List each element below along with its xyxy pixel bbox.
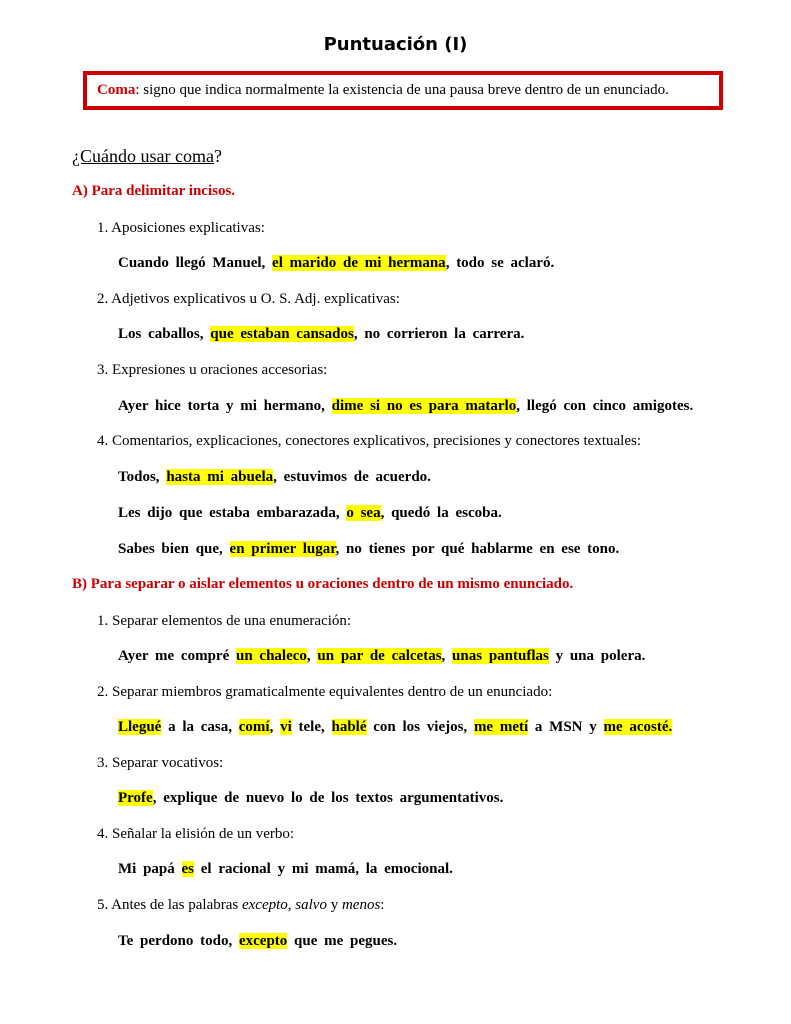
example-highlight: vi xyxy=(280,719,292,735)
example-text: que me pegues. xyxy=(287,933,398,949)
example-text: , xyxy=(269,719,281,735)
example-text: , explique de nuevo lo de los textos argumentativos. xyxy=(152,790,504,806)
example-text: con los viejos, xyxy=(366,719,474,735)
example-highlight: comí xyxy=(238,719,270,735)
example-text: , xyxy=(306,648,318,664)
question-text: ¿Cuándo usar coma xyxy=(72,146,214,166)
example-highlight: un chaleco xyxy=(235,648,307,664)
b-item-3: 3. Separar vocativos: xyxy=(97,755,224,771)
section-a-heading: A) Para delimitar incisos. xyxy=(72,183,236,199)
example-highlight: Llegué xyxy=(118,719,162,735)
b-example-4 xyxy=(118,859,453,879)
example-text: , no corrieron la carrera. xyxy=(353,326,525,342)
example-highlight: excepto xyxy=(238,933,288,949)
b-item-5 xyxy=(97,895,384,915)
item-text: y xyxy=(326,897,342,913)
example-text: tele, xyxy=(291,719,332,735)
page-title: Puntuación (I) xyxy=(323,34,468,55)
example-highlight: Profe xyxy=(118,790,153,806)
example-text: , xyxy=(441,648,453,664)
example-text: , todo se aclaró. xyxy=(445,255,555,271)
section-b-heading: B) Para separar o aislar elementos u oraciones dentro de un mismo enunciado. xyxy=(72,576,574,592)
section-question xyxy=(72,145,222,167)
example-highlight: hasta mi abuela xyxy=(166,469,274,485)
item-italic-word: excepto xyxy=(241,897,288,913)
item-text: 5. Antes de las palabras xyxy=(97,897,242,913)
example-text: Mi papá xyxy=(118,861,182,877)
example-highlight: en primer lugar xyxy=(229,541,336,557)
example-highlight: me metí xyxy=(473,719,529,735)
example-text: y una polera. xyxy=(548,648,646,664)
example-text: , no tienes por qué hablarme en ese tono. xyxy=(335,541,620,557)
b-example-5 xyxy=(118,931,397,951)
question-mark: ? xyxy=(213,146,222,166)
definition-term: Coma xyxy=(97,82,136,98)
a-example-4 xyxy=(118,467,431,487)
example-highlight: o sea xyxy=(346,505,381,521)
example-text: a la casa, xyxy=(161,719,239,735)
example-text: Ayer hice torta y mi hermano, xyxy=(118,398,332,414)
example-text: a MSN y xyxy=(528,719,604,735)
example-highlight: un par de calcetas xyxy=(317,648,442,664)
b-item-2: 2. Separar miembros gramaticalmente equivalentes dentro de un enunciado: xyxy=(97,684,553,700)
example-text: , quedó la escoba. xyxy=(380,505,502,521)
a-item-4: 4. Comentarios, explicaciones, conectores explicativos, precisiones y conectores textuales: xyxy=(97,433,641,449)
definition-text: : signo que indica normalmente la existencia de una pausa breve dentro de un enunciado. xyxy=(135,82,669,98)
b-item-4: 4. Señalar la elisión de un verbo: xyxy=(97,826,295,842)
a-example-3 xyxy=(118,396,693,416)
example-highlight: hablé xyxy=(331,719,367,735)
a-item-1: 1. Aposiciones explicativas: xyxy=(97,220,265,236)
b-example-3 xyxy=(118,788,503,808)
example-text: , llegó con cinco amigotes. xyxy=(516,398,694,414)
example-text: Los caballos, xyxy=(118,326,211,342)
definition-box xyxy=(83,71,723,110)
b-example-1 xyxy=(118,646,645,666)
a-example-2 xyxy=(118,324,524,344)
item-italic-word: salvo xyxy=(295,897,327,913)
a-example-5 xyxy=(118,503,502,523)
b-example-2 xyxy=(118,717,672,737)
example-text: Les dijo que estaba embarazada, xyxy=(118,505,347,521)
example-text: el racional y mi mamá, la emocional. xyxy=(194,861,453,877)
example-text: Todos, xyxy=(118,469,167,485)
a-item-2: 2. Adjetivos explicativos u O. S. Adj. explicativas: xyxy=(97,291,400,307)
a-example-1 xyxy=(118,253,554,273)
a-example-6 xyxy=(118,539,619,559)
example-text: Te perdono todo, xyxy=(118,933,239,949)
example-highlight: el marido de mi hermana xyxy=(272,255,446,271)
example-highlight: dime si no es para matarlo xyxy=(331,398,517,414)
example-text: Cuando llegó Manuel, xyxy=(118,255,273,271)
a-item-3: 3. Expresiones u oraciones accesorias: xyxy=(97,362,328,378)
example-highlight: me acosté. xyxy=(603,719,673,735)
example-highlight: que estaban cansados xyxy=(210,326,354,342)
item-text: , xyxy=(287,897,296,913)
example-text: Ayer me compré xyxy=(118,648,236,664)
example-highlight: unas pantuflas xyxy=(452,648,549,664)
example-text: , estuvimos de acuerdo. xyxy=(273,469,431,485)
item-italic-word: menos xyxy=(341,897,381,913)
b-item-1: 1. Separar elementos de una enumeración: xyxy=(97,613,352,629)
example-highlight: es xyxy=(181,861,195,877)
item-text: : xyxy=(380,897,385,913)
example-text: Sabes bien que, xyxy=(118,541,230,557)
